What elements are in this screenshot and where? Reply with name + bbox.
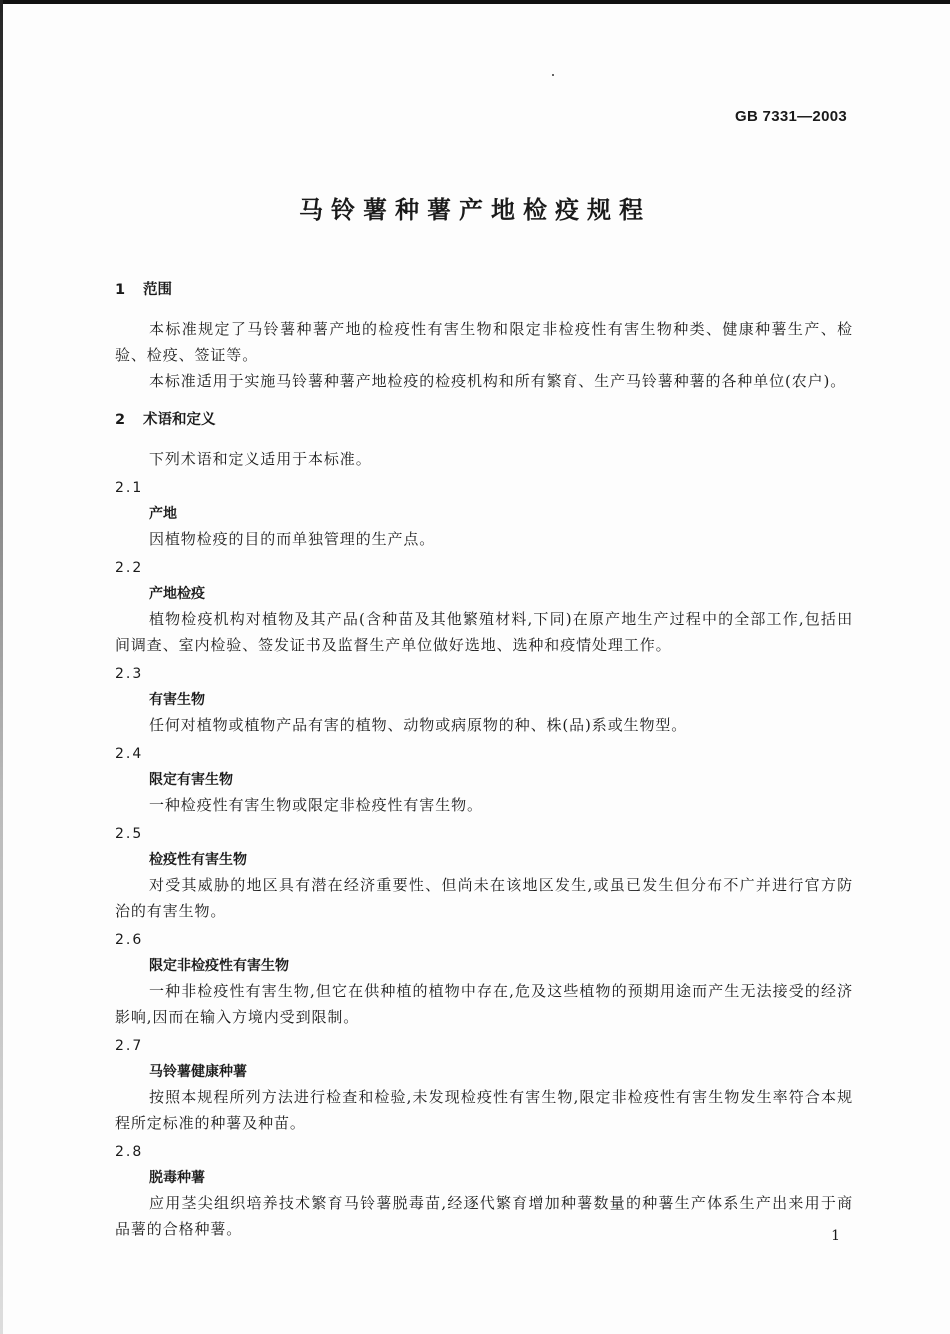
term-definition: 一种检疫性有害生物或限定非检疫性有害生物。 xyxy=(149,796,483,814)
term-entry xyxy=(115,476,853,552)
term-definition: 一种非检疫性有害生物,但它在供种植的植物中存在,危及这些植物的预期用途而产生无法接受的经济影响,因而在输入方境内受到限制。 xyxy=(115,982,853,1026)
clause-number: 2.4 xyxy=(115,746,144,762)
section-heading-scope xyxy=(115,278,853,302)
scope-paragraph: 本标准规定了马铃薯种薯产地的检疫性有害生物和限定非检疫性有害生物种类、健康种薯生产、检验、检疫、签证等。 xyxy=(115,320,853,364)
term-name: 有害生物 xyxy=(149,692,205,708)
section-number: 2 xyxy=(115,412,126,428)
clause-number: 2.5 xyxy=(115,826,144,842)
term-name: 检疫性有害生物 xyxy=(149,852,247,868)
term-entry xyxy=(115,928,853,1030)
term-entry xyxy=(115,556,853,658)
clause-number: 2.3 xyxy=(115,666,144,682)
page-number: 1 xyxy=(831,1228,840,1244)
term-name: 脱毒种薯 xyxy=(149,1170,205,1186)
term-name: 限定非检疫性有害生物 xyxy=(149,958,289,974)
term-definition: 因植物检疫的目的而单独管理的生产点。 xyxy=(149,530,436,548)
term-name: 产地 xyxy=(149,506,177,522)
term-name: 产地检疫 xyxy=(149,586,205,602)
term-definition: 对受其威胁的地区具有潜在经济重要性、但尚未在该地区发生,或虽已发生但分布不广并进行官方防治的有害生物。 xyxy=(115,876,853,920)
scan-top-border xyxy=(0,0,950,4)
section-heading-terms xyxy=(115,408,853,432)
term-entry xyxy=(115,662,853,738)
term-name: 马铃薯健康种薯 xyxy=(149,1064,247,1080)
term-definition: 按照本规程所列方法进行检查和检验,未发现检疫性有害生物,限定非检疫性有害生物发生率符合本规程所定标准的种薯及种苗。 xyxy=(115,1088,853,1132)
term-entry xyxy=(115,742,853,818)
clause-number: 2.6 xyxy=(115,932,144,948)
section-number: 1 xyxy=(115,282,126,298)
scope-paragraph: 本标准适用于实施马铃薯种薯产地检疫的检疫机构和所有繁育、生产马铃薯种薯的各种单位(农户)。 xyxy=(149,372,847,390)
section-title: 术语和定义 xyxy=(143,412,216,428)
term-definition: 植物检疫机构对植物及其产品(含种苗及其他繁殖材料,下同)在原产地生产过程中的全部工作,包括田间调查、室内检验、签发证书及监督生产单位做好选地、选种和疫情处理工作。 xyxy=(115,610,853,654)
term-entry xyxy=(115,1034,853,1136)
document-body xyxy=(115,278,853,1242)
term-entry xyxy=(115,822,853,924)
terms-intro: 下列术语和定义适用于本标准。 xyxy=(149,450,372,468)
term-definition: 任何对植物或植物产品有害的植物、动物或病原物的种、株(品)系或生物型。 xyxy=(149,716,688,734)
document-title: 马铃薯种薯产地检疫规程 xyxy=(299,196,651,224)
scan-speck xyxy=(552,74,554,76)
term-name: 限定有害生物 xyxy=(149,772,233,788)
clause-number: 2.8 xyxy=(115,1144,144,1160)
clause-number: 2.7 xyxy=(115,1038,144,1054)
term-definition: 应用茎尖组织培养技术繁育马铃薯脱毒苗,经逐代繁育增加种薯数量的种薯生产体系生产出来用于商品薯的合格种薯。 xyxy=(115,1194,853,1238)
section-title: 范围 xyxy=(143,282,172,298)
standard-number: GB 7331—2003 xyxy=(734,108,847,125)
clause-number: 2.2 xyxy=(115,560,144,576)
clause-number: 2.1 xyxy=(115,480,144,496)
term-entry xyxy=(115,1140,853,1242)
